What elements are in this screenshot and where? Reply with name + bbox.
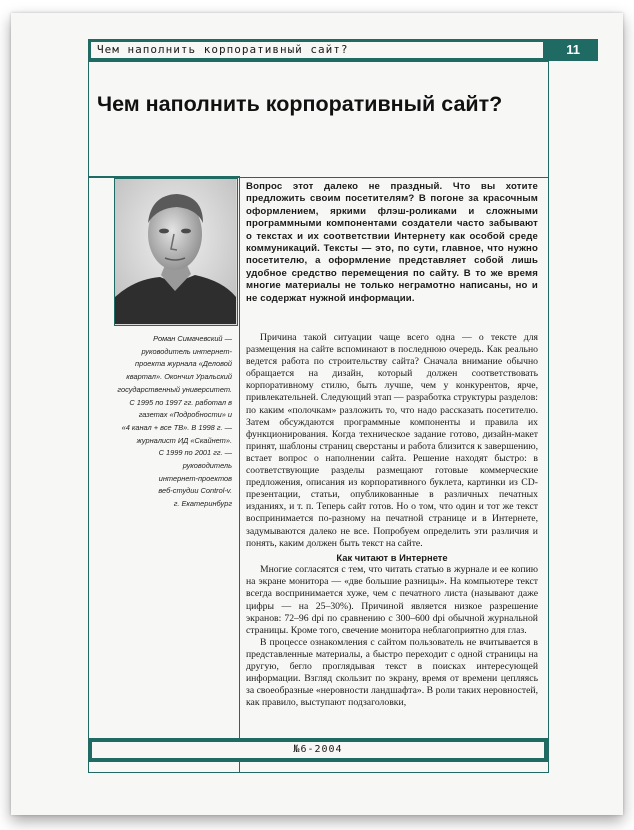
page-number: 11 <box>566 42 580 57</box>
caption-line: интернет-проектов <box>158 473 232 483</box>
body-paragraph: Причина такой ситуации чаще всего одна — о тексте для размещения на сайте вспоминают в последнюю очередь. Как реально ведется работа по строительству сайта? Сначала внимание обычно обращается на дизайн, который должен соответствовать корпоративному стилю, быть лучше, чем у конкурентов, ярче, привлекательней. Следующий этап — разработка структуры разделов: по каким «полочкам» разложить то, что надо рассказать посетителю. Затем обсуждаются программные компоненты и правила их функционирования. Когда техническое задание готово, дизайн-макет принят, шаблоны страниц сверстаны и работа близится к завершению, встает вопрос о наполнении сайта. Решение находят быстро: в соответствующие разделы размещают готовые коммерческие предложения, описания из корпоративного буклета, картинки из CD-презентации, статьи, опубликованные в различных печатных изданиях, и т. п. Теперь сайт готов. Но о том, что один и тот же текст воспринимается по-разному на печатной странице и в Интернете, задумываются далеко не все. Попробуем определить эти различия и понять, каким должен быть текст на сайте. <box>246 332 538 549</box>
caption-line: проекта журнала «Деловой <box>135 359 232 369</box>
caption-line: журналист ИД «Скайнет». <box>136 435 232 445</box>
caption-line: «4 канал + все ТВ». В 1998 г. — <box>121 422 232 432</box>
caption-line: государственный университет. <box>117 384 232 394</box>
author-photo <box>114 178 238 326</box>
caption-line: Роман Симачевский — <box>153 334 232 343</box>
article-body <box>246 332 538 709</box>
article-lead: Вопрос этот далеко не праздный. Что вы хотите предложить своим посетителям? В погоне за красочным оформлением, яркими флэш-роликами и сложными программными компонентами создатели часто забывают о текстах и их соответствии Интернету как особой среде коммуникаций. Тексты — это, по сути, главное, что нужно посетителю, а оформление представляет собой лишь удобное средство перемещения по сайту. В то же время многие материалы не только неграмотно написаны, но и не содержат нужной информации. <box>246 181 538 304</box>
body-paragraph: В процессе ознакомления с сайтом пользователь не вчитывается в представленные материалы, а быстро переходит с одной страницы на другую, бегло проглядывая текст в поисках интересующей информации. Взгляд скользит по экрану, время от времени цепляясь за своеобразные «неровности ландшафта». В роли таких неровностей, как правило, выступают подзаголовки, <box>246 636 538 709</box>
article-title: Чем наполнить корпоративный сайт? <box>97 92 503 116</box>
running-header <box>88 39 598 61</box>
section-heading: Как читают в Интернете <box>336 551 448 563</box>
caption-line: руководитель интернет- <box>141 346 232 356</box>
title-box <box>88 61 549 178</box>
caption-line: квартал». Окончил Уральский <box>126 372 232 382</box>
issue-number: №6-2004 <box>92 742 544 758</box>
caption-line: руководитель <box>182 461 232 471</box>
caption-line: С 1995 по 1997 гг. работал в <box>129 397 232 407</box>
author-portrait-image <box>115 179 236 324</box>
running-footer <box>88 738 548 762</box>
caption-line: газетах «Подробности» и <box>138 410 232 420</box>
author-caption <box>92 333 232 511</box>
body-paragraph: Многие согласятся с тем, что читать статью в журнале и ее копию на экране монитора — «две большие разницы». На компьютере текст всегда воспринимается хуже, чем с печатного листа (называют даже цифры — на 25–30%). Причиной является низкое разрешение экранов: 72–96 dpi по сравнению с 300–600 dpi обычной журнальной страницы. Кроме того, свечение монитора неблагоприятно для глаз. <box>246 564 538 636</box>
caption-line: веб-студии Control-v. <box>158 486 232 496</box>
caption-line: С 1999 по 2001 гг. — <box>158 448 232 458</box>
caption-line: г. Екатеринбург <box>173 499 232 509</box>
running-title: Чем наполнить корпоративный сайт? <box>91 42 543 58</box>
